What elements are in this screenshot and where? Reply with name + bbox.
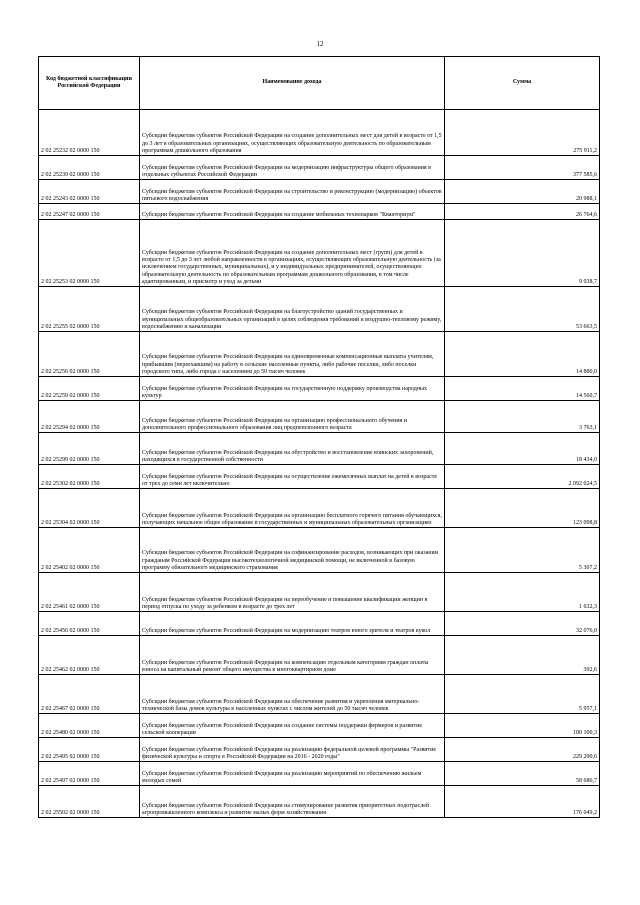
code-cell: 2 02 25239 02 0000 150: [39, 156, 140, 180]
table-row: [39, 612, 600, 636]
sum-cell: 1 632,3: [445, 573, 600, 612]
table-row: [39, 332, 600, 377]
table-row: [39, 489, 600, 528]
sum-cell: 229 290,6: [445, 738, 600, 762]
name-cell: Субсидии бюджетам субъектов Российской Федерации на организацию бесплатного горячего питания обучающихся, получающих начальное общее образование в государственных и муниципальных образовательных организациях: [140, 489, 445, 528]
name-cell: Субсидии бюджетам субъектов Российской Федерации на реализацию мероприятий по обеспечению жильем молодых семей: [140, 762, 445, 786]
table-row: [39, 636, 600, 675]
code-cell: 2 02 25259 02 0000 150: [39, 377, 140, 401]
name-cell: Субсидии бюджетам субъектов Российской Федерации на обустройство и восстановление воинских захоронений, находящихся в государственной собственности: [140, 433, 445, 465]
code-cell: 2 02 25402 02 0000 150: [39, 528, 140, 573]
sum-cell: 9 038,7: [445, 220, 600, 287]
name-cell: Субсидии бюджетам субъектов Российской Федерации на стимулирование развития приоритетных подотраслей агропромышленного комплекса и развитие малых форм хозяйствования: [140, 786, 445, 818]
table-row: [39, 180, 600, 204]
sum-cell: 392,6: [445, 636, 600, 675]
name-cell: Субсидии бюджетам субъектов Российской Федерации на модернизацию театров юного зрителя и театров кукол: [140, 612, 445, 636]
sum-cell: 26 764,6: [445, 204, 600, 220]
name-cell: Субсидии бюджетам субъектов Российской Федерации на организацию профессионального обучения и дополнительного профессионального образования лиц предпенсионного возраста: [140, 401, 445, 433]
table-row: [39, 738, 600, 762]
page-number: 12: [316, 40, 324, 48]
code-cell: 2 02 25302 02 0000 150: [39, 465, 140, 489]
table-row: [39, 465, 600, 489]
sum-cell: 2 092 024,5: [445, 465, 600, 489]
name-cell: Субсидии бюджетам субъектов Российской Федерации на компенсацию отдельным категориям граждан оплаты взноса на капитальный ремонт общего имущества в многоквартирном доме: [140, 636, 445, 675]
code-cell: 2 02 25497 02 0000 150: [39, 762, 140, 786]
table-header-row: [39, 57, 600, 110]
table-row: [39, 573, 600, 612]
code-cell: 2 02 25299 02 0000 150: [39, 433, 140, 465]
table-row: [39, 110, 600, 156]
header-name: Наименование дохода: [140, 57, 445, 110]
code-cell: 2 02 25256 02 0000 150: [39, 332, 140, 377]
table-row: [39, 204, 600, 220]
code-cell: 2 02 25467 02 0000 150: [39, 675, 140, 714]
sum-cell: 32 076,0: [445, 612, 600, 636]
table-row: [39, 762, 600, 786]
table-row: [39, 156, 600, 180]
sum-cell: 275 911,2: [445, 110, 600, 156]
code-cell: 2 02 25502 02 0000 150: [39, 786, 140, 818]
name-cell: Субсидии бюджетам субъектов Российской Федерации на реализацию федеральной целевой программы "Развитие физической культуры и спорта в Российской Федерации на 2016 - 2020 годы": [140, 738, 445, 762]
sum-cell: 18 434,0: [445, 433, 600, 465]
sum-cell: 14 560,7: [445, 377, 600, 401]
header-code: Код бюджетной классификации Российской Федерации: [39, 57, 140, 110]
name-cell: Субсидии бюджетам субъектов Российской Федерации на создание системы поддержки фермеров и развитие сельской кооперации: [140, 714, 445, 738]
header-sum: Сумма: [445, 57, 600, 110]
code-cell: 2 02 25304 02 0000 150: [39, 489, 140, 528]
sum-cell: 100 100,3: [445, 714, 600, 738]
name-cell: Субсидии бюджетам субъектов Российской Федерации на создание дополнительных мест (групп) для детей в возрасте от 1,5 до 3 лет любой направленности в организациях, осуществляющих образовательную деятельность (за исключением государственных, муниципальных), и у индивидуальных предпринимателей, осуществляющих образовательную деятельность по образовательным программам дошкольного образования, в том числе адаптированным, и присмотр и уход за детьми: [140, 220, 445, 287]
table-row: [39, 377, 600, 401]
code-cell: 2 02 25495 02 0000 150: [39, 738, 140, 762]
code-cell: 2 02 25232 02 0000 150: [39, 110, 140, 156]
code-cell: 2 02 25461 02 0000 150: [39, 573, 140, 612]
code-cell: 2 02 25243 02 0000 150: [39, 180, 140, 204]
code-cell: 2 02 25462 02 0000 150: [39, 636, 140, 675]
name-cell: Субсидии бюджетам субъектов Российской Федерации на переобучение и повышение квалификации женщин в период отпуска по уходу за ребенком в возрасте до трех лет: [140, 573, 445, 612]
sum-cell: 5 957,1: [445, 675, 600, 714]
table-body: [39, 110, 600, 818]
table-row: [39, 528, 600, 573]
code-cell: 2 02 25247 02 0000 150: [39, 204, 140, 220]
table-row: [39, 220, 600, 287]
sum-cell: 14 880,0: [445, 332, 600, 377]
code-cell: 2 02 25253 02 0000 150: [39, 220, 140, 287]
table-row: [39, 786, 600, 818]
name-cell: Субсидии бюджетам субъектов Российской Федерации на государственную поддержку производства народных культур: [140, 377, 445, 401]
name-cell: Субсидии бюджетам субъектов Российской Федерации на создание дополнительных мест для детей в возрасте от 1,5 до 3 лет в образовательных организациях, осуществляющих образовательную деятельность по образовательным программам дошкольного образования: [140, 110, 445, 156]
sum-cell: 58 686,7: [445, 762, 600, 786]
table-row: [39, 714, 600, 738]
sum-cell: 3 763,1: [445, 401, 600, 433]
name-cell: Субсидии бюджетам субъектов Российской Федерации на софинансирование расходов, возникающих при оказании гражданам Российской Федерации высокотехнологичной медицинской помощи, не включенной в базовую программу обязательного медицинского страхования: [140, 528, 445, 573]
sum-cell: 53 663,5: [445, 287, 600, 332]
sum-cell: 176 049,2: [445, 786, 600, 818]
code-cell: 2 02 25255 02 0000 150: [39, 287, 140, 332]
sum-cell: 123 098,8: [445, 489, 600, 528]
name-cell: Субсидии бюджетам субъектов Российской Федерации на благоустройство зданий государственных и муниципальных общеобразовательных организаций в целях соблюдения требований к воздушно-тепловому режиму, водоснабжению и канализации: [140, 287, 445, 332]
sum-cell: 377 585,6: [445, 156, 600, 180]
table-row: [39, 433, 600, 465]
name-cell: Субсидии бюджетам субъектов Российской Федерации на строительство и реконструкцию (модернизацию) объектов питьевого водоснабжения: [140, 180, 445, 204]
code-cell: 2 02 25294 02 0000 150: [39, 401, 140, 433]
name-cell: Субсидии бюджетам субъектов Российской Федерации на обеспечение развития и укрепления материально-технической базы домов культуры в населенных пунктах с числом жителей до 50 тысяч человек: [140, 675, 445, 714]
code-cell: 2 02 25480 02 0000 150: [39, 714, 140, 738]
table-row: [39, 401, 600, 433]
sum-cell: 20 988,1: [445, 180, 600, 204]
table-row: [39, 675, 600, 714]
name-cell: Субсидии бюджетам субъектов Российской Федерации на модернизацию инфраструктуры общего образования в отдельных субъектах Российской Федерации: [140, 156, 445, 180]
name-cell: Субсидии бюджетам субъектов Российской Федерации на единовременные компенсационные выплаты учителям, прибывшим (переехавшим) на работу в сельские населенные пункты, либо рабочие поселки, либо поселки городского типа, либо города с населением до 50 тысяч человек: [140, 332, 445, 377]
code-cell: 2 02 25456 02 0000 150: [39, 612, 140, 636]
name-cell: Субсидии бюджетам субъектов Российской Федерации на осуществление ежемесячных выплат на детей в возрасте от трех до семи лет включительно: [140, 465, 445, 489]
budget-revenue-table: [38, 56, 600, 818]
table-row: [39, 287, 600, 332]
sum-cell: 5 307,2: [445, 528, 600, 573]
name-cell: Субсидии бюджетам субъектов Российской Федерации на создание мобильных технопарков "Кванториум": [140, 204, 445, 220]
